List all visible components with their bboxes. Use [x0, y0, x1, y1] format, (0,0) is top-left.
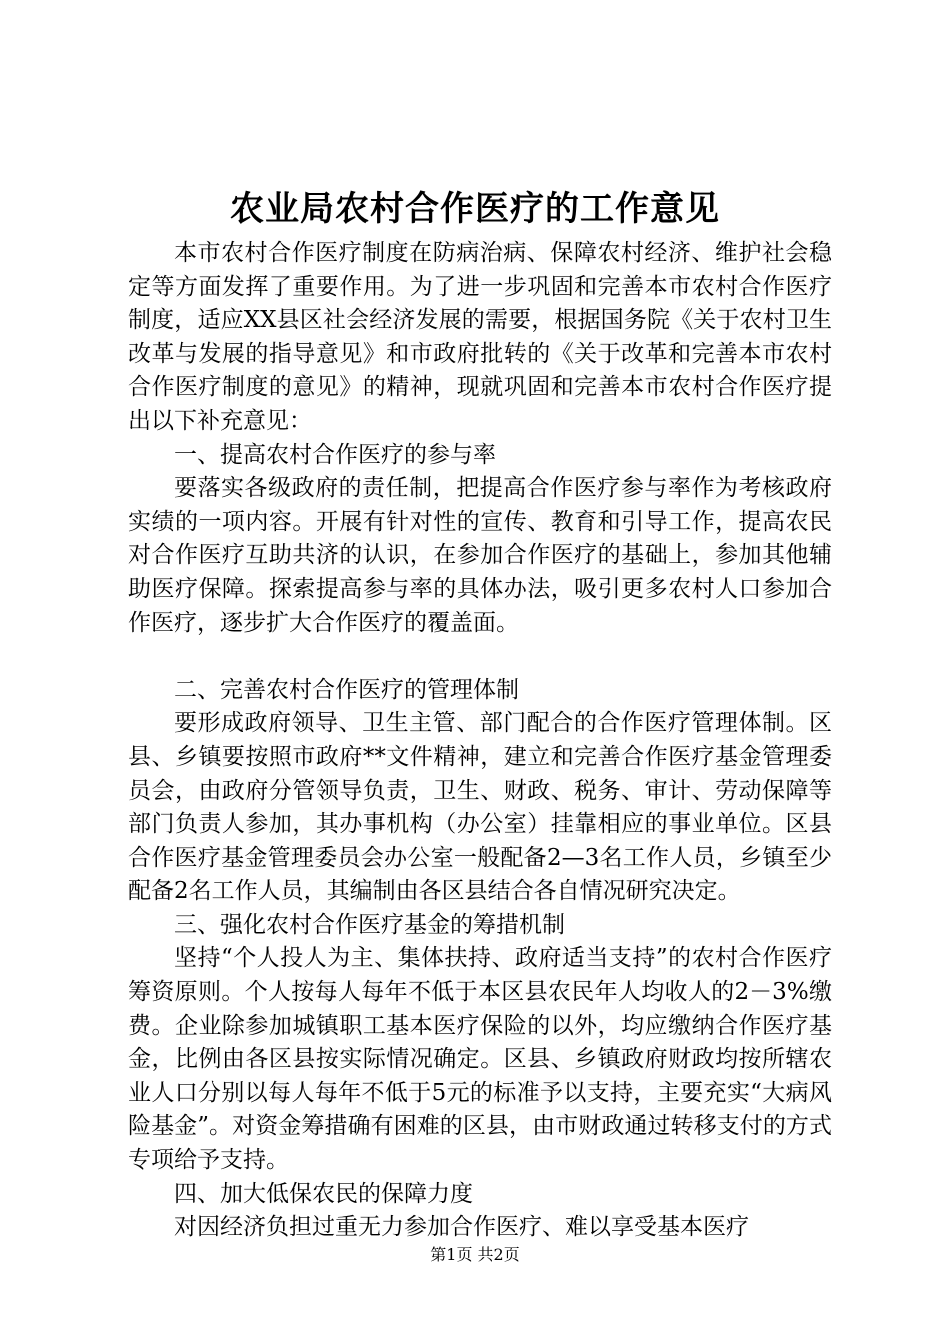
blank-line	[128, 640, 832, 674]
section-2-body: 要形成政府领导、卫生主管、部门配合的合作医疗管理体制。区县、乡镇要按照市政府**文件精神，建立和完善合作医疗基金管理委员会，由政府分管领导负责，卫生、财政、税务、审计、劳动保障等部门负责人参加，其办事机构（办公室）挂靠相应的事业单位。区县合作医疗基金管理委员会办公室一般配备2—3名工作人员，乡镇至少配备2名工作人员，其编制由各区县结合各自情况研究决定。	[128, 710, 832, 905]
document-title: 农业局农村合作医疗的工作意见	[230, 189, 720, 229]
page-number-footer: 第1页 共2页	[430, 1245, 520, 1264]
section-4-body: 对因经济负担过重无力参加合作医疗、难以享受基本医疗	[174, 1214, 749, 1241]
intro-paragraph: 本市农村合作医疗制度在防病治病、保障农村经济、维护社会稳定等方面发挥了重要作用。为了进一步巩固和完善本市农村合作医疗制度，适应XX县区社会经济发展的需要，根据国务院《关于农村卫生改革与发展的指导意见》和市政府批转的《关于改革和完善本市农村合作医疗制度的意见》的精神，现就巩固和完善本市农村合作医疗提出以下补充意见：	[128, 240, 832, 434]
section-3-heading: 三、强化农村合作医疗基金的筹措机制	[174, 911, 565, 938]
section-3-body: 坚持“个人投人为主、集体扶持、政府适当支持”的农村合作医疗筹资原则。个人按每人每年不低于本区县农民年人均收人的2－3%缴费。企业除参加城镇职工基本医疗保险的以外，均应缴纳合作医疗基金，比例由各区县按实际情况确定。区县、乡镇政府财政均按所辖农业人口分别以每人每年不低于5元的标准予以支持，主要充实“大病风险基金”。对资金筹措确有困难的区县，由市财政通过转移支付的方式专项给予支持。	[128, 945, 832, 1174]
section-2-heading: 二、完善农村合作医疗的管理体制	[174, 676, 519, 703]
document-body	[128, 237, 832, 1245]
section-1-body: 要落实各级政府的责任制，把提高合作医疗参与率作为考核政府实绩的一项内容。开展有针对性的宣传、教育和引导工作，提高农民对合作医疗互助共济的认识，在参加合作医疗的基础上，参加其他辅助医疗保障。探索提高参与率的具体办法，吸引更多农村人口参加合作医疗，逐步扩大合作医疗的覆盖面。	[128, 475, 832, 636]
section-4-heading: 四、加大低保农民的保障力度	[174, 1180, 473, 1207]
section-1-heading: 一、提高农村合作医疗的参与率	[174, 441, 496, 468]
